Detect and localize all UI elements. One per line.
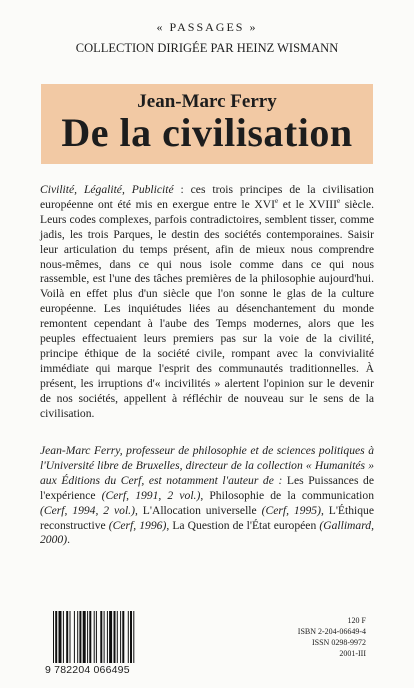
superscript: e [336,197,341,206]
blurb-paragraph [40,183,374,422]
barcode-bars [53,611,163,663]
work-publisher: (Gallimard, 2000) [40,518,374,547]
book-title: De la civilisation [61,110,353,155]
work-publisher: (Cerf, 1996) [108,518,167,532]
collection-director: COLLECTION DIRIGÉE PAR HEINZ WISMANN [75,41,339,55]
isbn: ISBN 2-204-06649-4 [297,627,366,636]
back-cover-blurb [40,183,374,422]
bio-intro: Jean-Marc Ferry, professeur de philosophie et de sciences politiques à l'Université libre de Bruxelles, directeur de la collection « Humanités » aux Éditions du Cerf, est notamment l'auteur de : [40,444,374,487]
superscript: e [274,197,279,206]
blurb-text: siècle. Leurs codes complexes, parfois contradictoires, semblent tisser, comme jadis, les trois Parques, le destin des sociétés contemporaines. Saisir leur articulation du temps présent, afin de mieux nous comprendre nous-mêmes, dans ce qui nous isole comme dans ce qui nous rassemble, est l'une des tâches premières de la philosophie aujourd'hui. Voilà en effet plus d'un siècle que l'on sonne le glas de la culture européenne. Les inquiétudes liées au désenchantement du monde remontent cependant à l'aube des Temps modernes, alors que les peuples effectuaient leurs premiers pas sur la voie de la civilité, principe éthique de la société civile, rompant avec la convivialité immédiate qui marque l'esprit des communautés traditionnelles. À présent, les irruptions d'« incivilités » alertent l'opinion sur le devenir de nos sociétés, appellent à réfléchir de nouveau sur le sens de la civilisation. [40,197,374,420]
blurb-lead: Civilité, Légalité, Publicité [40,183,174,196]
blurb-text: : ces trois principes de la civilisation européenne ont été mis en exergue entre le XVI [40,183,374,211]
title-box [41,84,373,164]
publication-info [298,615,366,659]
work-publisher: (Cerf, 1991, 2 vol.) [101,488,201,502]
work-publisher: (Cerf, 1995) [261,503,321,517]
bio-paragraph [40,444,374,548]
work-title: , La Question de l'État européen [166,518,320,532]
series-name: « PASSAGES » [156,20,258,34]
barcode [45,603,165,681]
work-title: , Philosophie de la communication [200,488,374,502]
print-code: 2001-III [339,649,366,658]
blurb-text: et le XVIII [278,197,337,211]
barcode-number: 9 782204 066495 [45,664,130,676]
author-name: Jean-Marc Ferry [137,91,277,112]
work-title: Les Puissances de l'expérience [40,473,374,502]
work-publisher: (Cerf, 1994, 2 vol.) [40,503,135,517]
price: 120 F [347,616,366,625]
work-title: , L'Allocation universelle [134,503,262,517]
issn: ISSN 0298-9972 [311,638,366,647]
author-bio [40,444,374,548]
bio-end: . [67,533,70,547]
work-title: , L'Éthique reconstructive [40,503,374,532]
